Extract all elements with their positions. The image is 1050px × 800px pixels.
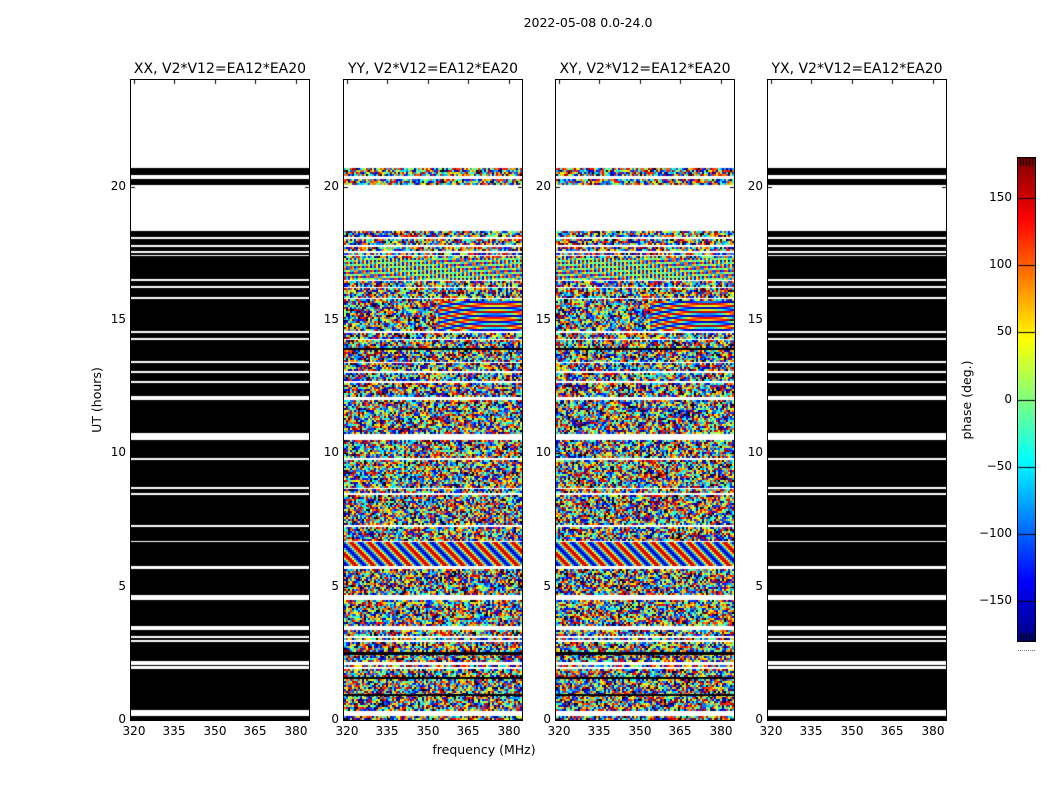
colorbar-tick-label: 150	[989, 190, 1012, 204]
y-axis-label: UT (hours)	[89, 367, 104, 433]
x-tick-label: 350	[203, 724, 227, 738]
y-tick-label: 20	[747, 179, 763, 193]
colorbar	[1017, 157, 1036, 642]
colorbar-tick-label: −100	[979, 526, 1012, 540]
colorbar-tick-label: −50	[986, 459, 1012, 473]
y-tick-label: 0	[755, 712, 763, 726]
x-tick-label: 365	[668, 724, 692, 738]
colorbar-tick-label: 50	[996, 324, 1012, 338]
x-tick-label: 335	[375, 724, 399, 738]
heatmap-canvas-xy	[556, 80, 734, 720]
heatmap-panel-yy	[343, 79, 523, 721]
x-tick-label: 365	[456, 724, 480, 738]
heatmap-canvas-yy	[344, 80, 522, 720]
y-tick-label: 5	[543, 579, 551, 593]
x-tick-label: 350	[628, 724, 652, 738]
colorbar-canvas	[1018, 158, 1035, 641]
x-tick-label: 350	[840, 724, 864, 738]
x-tick-label: 365	[880, 724, 904, 738]
y-tick-label: 0	[118, 712, 126, 726]
x-tick-label: 335	[799, 724, 823, 738]
heatmap-panel-xx	[130, 79, 310, 721]
y-tick-label: 15	[110, 312, 126, 326]
heatmap-panel-xy	[555, 79, 735, 721]
y-tick-label: 15	[747, 312, 763, 326]
y-tick-label: 20	[535, 179, 551, 193]
x-tick-label: 350	[416, 724, 440, 738]
x-tick-label: 320	[335, 724, 359, 738]
y-tick-label: 0	[543, 712, 551, 726]
y-tick-label: 10	[535, 445, 551, 459]
y-tick-label: 5	[331, 579, 339, 593]
x-tick-label: 335	[587, 724, 611, 738]
colorbar-underline-dots	[1018, 650, 1035, 651]
heatmap-canvas-yx	[768, 80, 946, 720]
x-tick-label: 380	[921, 724, 945, 738]
colorbar-axis-label: phase (deg.)	[959, 360, 974, 440]
x-tick-label: 380	[497, 724, 521, 738]
panel-title-yy: YY, V2*V12=EA12*EA20	[347, 61, 519, 77]
y-tick-label: 10	[323, 445, 339, 459]
x-tick-label: 320	[759, 724, 783, 738]
y-tick-label: 10	[747, 445, 763, 459]
x-tick-label: 380	[709, 724, 733, 738]
figure-title: 2022-05-08 0.0-24.0	[523, 15, 653, 30]
x-tick-label: 380	[284, 724, 308, 738]
y-tick-label: 20	[323, 179, 339, 193]
panel-title-xy: XY, V2*V12=EA12*EA20	[559, 61, 731, 77]
heatmap-canvas-xx	[131, 80, 309, 720]
y-tick-label: 5	[118, 579, 126, 593]
x-axis-label: frequency (MHz)	[432, 742, 536, 757]
panel-title-xx: XX, V2*V12=EA12*EA20	[133, 61, 307, 77]
y-tick-label: 10	[110, 445, 126, 459]
x-tick-label: 320	[547, 724, 571, 738]
colorbar-tick-label: 100	[989, 257, 1012, 271]
heatmap-panel-yx	[767, 79, 947, 721]
y-tick-label: 15	[323, 312, 339, 326]
x-tick-label: 365	[243, 724, 267, 738]
colorbar-tick-label: −150	[979, 593, 1012, 607]
x-tick-label: 320	[122, 724, 146, 738]
y-tick-label: 5	[755, 579, 763, 593]
colorbar-tick-label: 0	[1004, 392, 1012, 406]
x-tick-label: 335	[162, 724, 186, 738]
y-tick-label: 0	[331, 712, 339, 726]
y-tick-label: 20	[110, 179, 126, 193]
panel-title-yx: YX, V2*V12=EA12*EA20	[771, 61, 943, 77]
y-tick-label: 15	[535, 312, 551, 326]
